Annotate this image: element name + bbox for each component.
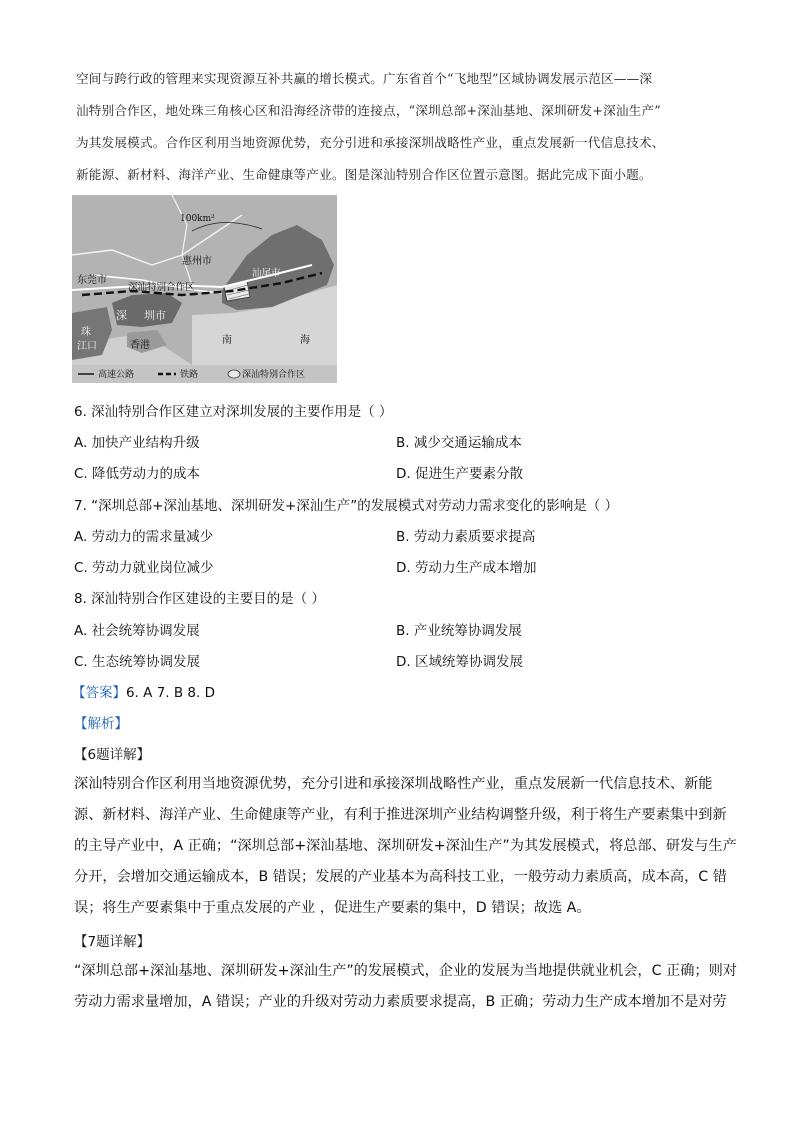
intro-line: 汕特别合作区，地处珠三角核心区和沿海经济带的连接点，“深圳总部+深汕基地、深圳研发+深汕生产” xyxy=(76,103,661,118)
option-c: C. 劳动力就业岗位减少 xyxy=(74,560,214,576)
paragraph-line: 误；将生产要素集中于重点发展的产业 ，促进生产要素的集中，D 错误；故选 A。 xyxy=(74,900,591,916)
option-b: B. 减少交通运输成本 xyxy=(396,435,522,451)
map-label-shenzhen: 深 xyxy=(116,309,127,322)
paragraph-line: 源、新材料、海洋产业、生命健康等产业，有利于推进深圳产业结构调整升级，利于将生产要素集中到新 xyxy=(74,807,727,823)
question-stem: 8. 深汕特别合作区建设的主要目的是（ ） xyxy=(74,591,325,607)
map-label-sea: 海 xyxy=(300,335,310,346)
map-label-shanwei: 汕尾市 xyxy=(252,268,281,279)
location-map xyxy=(72,195,337,383)
paragraph-line: 劳动力需求量增加，A 错误；产业的升级对劳动力素质要求提高，B 正确；劳动力生产成本增加不是对劳 xyxy=(74,994,727,1010)
map-label-shenzhen: 圳市 xyxy=(144,309,166,322)
map-label-zone: 深汕特别合作区 xyxy=(128,282,195,293)
map-label-zhujiang: 江口 xyxy=(77,341,97,352)
answer-label: 【答案】 xyxy=(72,685,126,701)
answer-line xyxy=(72,681,215,701)
map-label-sea: 南 xyxy=(222,335,232,346)
map-label-hongkong: 香港 xyxy=(130,340,150,351)
answer-values: 6. A 7. B 8. D xyxy=(126,685,215,701)
option-a: A. 社会统筹协调发展 xyxy=(74,623,200,639)
detail-7-paragraph xyxy=(74,956,737,1018)
intro-line: 新能源、新材料、海洋产业、生命健康等产业。图是深汕特别合作区位置示意图。据此完成下面小题。 xyxy=(76,167,652,182)
paragraph-line: 深汕特别合作区利用当地资源优势，充分引进和承接深圳战略性产业，重点发展新一代信息技术、新能 xyxy=(74,776,713,792)
map-scale-label: 100km² xyxy=(180,214,215,224)
option-d: D. 促进生产要素分散 xyxy=(396,466,523,482)
detail-6-paragraph xyxy=(74,769,737,924)
option-c: C. 生态统筹协调发展 xyxy=(74,654,201,670)
map-label-dongguan: 东莞市 xyxy=(77,275,107,286)
map-label-huizhou: 惠州市 xyxy=(182,256,212,267)
option-a: A. 劳动力的需求量减少 xyxy=(74,529,214,545)
option-b: B. 劳动力素质要求提高 xyxy=(396,529,536,545)
map-label-zhujiang: 珠 xyxy=(81,327,91,338)
option-b: B. 产业统筹协调发展 xyxy=(396,623,522,639)
intro-line: 空间与跨行政的管理来实现资源互补共赢的增长模式。广东省首个“飞地型”区域协调发展示范区——深 xyxy=(76,71,653,86)
option-d: D. 区域统筹协调发展 xyxy=(396,654,523,670)
paragraph-line: 分开，会增加交通运输成本，B 错误；发展的产业基本为高科技工业，一般劳动力素质高，成本高，C 错 xyxy=(74,869,727,885)
option-d: D. 劳动力生产成本增加 xyxy=(396,560,537,576)
paragraph-line: 的主导产业中，A 正确；“深圳总部+深汕基地、深圳研发+深汕生产”为其发展模式，将总部、研发与生产 xyxy=(74,838,737,854)
question-stem: 6. 深汕特别合作区建立对深圳发展的主要作用是（ ） xyxy=(74,404,393,420)
option-c: C. 降低劳动力的成本 xyxy=(74,466,201,482)
option-a: A. 加快产业结构升级 xyxy=(74,435,200,451)
intro-line: 为其发展模式。合作区利用当地资源优势，充分引进和承接深圳战略性产业，重点发展新一代信息技术、 xyxy=(76,135,665,150)
legend-railway: 铁路 xyxy=(180,370,199,380)
legend-zone: 深汕特别合作区 xyxy=(242,370,306,380)
paragraph-line: “深圳总部+深汕基地、深圳研发+深汕生产”的发展模式，企业的发展为当地提供就业机会，C 正确；则对 xyxy=(74,963,737,979)
detail-7-label: 【7题详解】 xyxy=(74,934,151,950)
detail-6-label: 【6题详解】 xyxy=(74,747,151,763)
question-stem: 7. “深圳总部+深汕基地、深圳研发+深汕生产”的发展模式对劳动力需求变化的影响是（ ） xyxy=(74,498,619,514)
analysis-label xyxy=(74,712,128,732)
analysis-label-text: 【解析】 xyxy=(74,716,128,732)
legend-highway: 高速公路 xyxy=(98,370,135,380)
